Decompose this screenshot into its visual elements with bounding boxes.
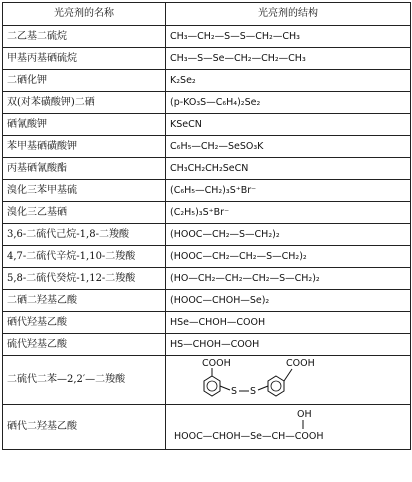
row-formula: CH₃—S—Se—CH₂—CH₂—CH₃ bbox=[166, 48, 411, 70]
benzene-ring-right bbox=[268, 376, 284, 396]
table-row bbox=[3, 158, 411, 180]
row-name: 二硒化钾 bbox=[3, 70, 166, 92]
row-name: 溴化三苯甲基硫 bbox=[3, 180, 166, 202]
row-name: 硒代二羟基乙酸 bbox=[3, 405, 166, 450]
table-row-seleno-dihydroxy-acetic bbox=[3, 405, 411, 450]
header-structure: 光亮剂的结构 bbox=[166, 3, 411, 26]
cooh-right-label: COOH bbox=[286, 358, 315, 369]
row-name: 溴化三乙基硒 bbox=[3, 202, 166, 224]
structure-diagram-disulfide bbox=[166, 356, 411, 405]
table-row bbox=[3, 70, 411, 92]
row-formula: CH₃CH₂CH₂SeCN bbox=[166, 158, 411, 180]
sulfur-label-2: S bbox=[250, 386, 257, 397]
row-name: 硒代羟基乙酸 bbox=[3, 312, 166, 334]
row-name: 5,8-二硫代癸烷-1,12-二羧酸 bbox=[3, 268, 166, 290]
table-row bbox=[3, 312, 411, 334]
table-row-disulfide-diphenyl bbox=[3, 356, 411, 405]
table-row bbox=[3, 26, 411, 48]
table-row bbox=[3, 114, 411, 136]
row-name: 丙基硒氰酸酯 bbox=[3, 158, 166, 180]
row-formula: (p-KO₃S—C₆H₄)₂Se₂ bbox=[166, 92, 411, 114]
main-chain-label: HOOC—CHOH—Se—CH—COOH bbox=[174, 431, 324, 442]
table-row bbox=[3, 136, 411, 158]
table-row bbox=[3, 180, 411, 202]
table-row bbox=[3, 268, 411, 290]
row-name: 3,6-二硫代己烷-1,8-二羧酸 bbox=[3, 224, 166, 246]
row-formula: HSe—CHOH—COOH bbox=[166, 312, 411, 334]
table-row bbox=[3, 224, 411, 246]
bond-s-right bbox=[258, 386, 268, 390]
structure-diagram-seleno bbox=[166, 405, 411, 450]
row-formula: C₆H₅—CH₂—SeSO₃K bbox=[166, 136, 411, 158]
cooh-left-label: COOH bbox=[202, 358, 231, 369]
bond-s-left bbox=[220, 386, 230, 390]
row-name: 硫代羟基乙酸 bbox=[3, 334, 166, 356]
row-name: 硒氰酸钾 bbox=[3, 114, 166, 136]
row-formula: CH₃—CH₂—S—S—CH₂—CH₃ bbox=[166, 26, 411, 48]
row-name: 二乙基二硫烷 bbox=[3, 26, 166, 48]
aromatic-circle-right bbox=[271, 381, 281, 391]
header-row bbox=[3, 3, 411, 26]
disulfide-structure-svg bbox=[170, 356, 406, 400]
seleno-structure-svg bbox=[170, 405, 406, 445]
table-row bbox=[3, 246, 411, 268]
bond-cooh-right bbox=[284, 369, 292, 381]
row-formula: (C₆H₅—CH₂)₃S⁺Br⁻ bbox=[166, 180, 411, 202]
aromatic-circle-left bbox=[207, 381, 217, 391]
row-name: 苯甲基硒磺酸钾 bbox=[3, 136, 166, 158]
row-formula: (HOOC—CH₂—S—CH₂)₂ bbox=[166, 224, 411, 246]
table-row bbox=[3, 334, 411, 356]
brightener-table bbox=[2, 2, 411, 450]
row-formula: K₂Se₂ bbox=[166, 70, 411, 92]
row-formula: (HOOC—CH₂—CH₂—S—CH₂)₂ bbox=[166, 246, 411, 268]
header-name: 光亮剂的名称 bbox=[3, 3, 166, 26]
table-row bbox=[3, 48, 411, 70]
table-row bbox=[3, 202, 411, 224]
oh-group-label: OH bbox=[297, 409, 312, 420]
row-name: 二硫代二苯—2,2′—二羧酸 bbox=[3, 356, 166, 405]
row-name: 双(对苯磺酸钾)二硒 bbox=[3, 92, 166, 114]
table-row bbox=[3, 92, 411, 114]
row-name: 甲基丙基硒硫烷 bbox=[3, 48, 166, 70]
table-row bbox=[3, 290, 411, 312]
row-formula: (HO—CH₂—CH₂—CH₂—S—CH₂)₂ bbox=[166, 268, 411, 290]
benzene-ring-left bbox=[204, 376, 220, 396]
row-formula: (C₂H₅)₃S⁺Br⁻ bbox=[166, 202, 411, 224]
row-name: 4,7-二硫代辛烷-1,10-二羧酸 bbox=[3, 246, 166, 268]
row-formula: (HOOC—CHOH—Se)₂ bbox=[166, 290, 411, 312]
row-formula: HS—CHOH—COOH bbox=[166, 334, 411, 356]
row-name: 二硒二羟基乙酸 bbox=[3, 290, 166, 312]
row-formula: KSeCN bbox=[166, 114, 411, 136]
sulfur-label-1: S bbox=[231, 386, 238, 397]
